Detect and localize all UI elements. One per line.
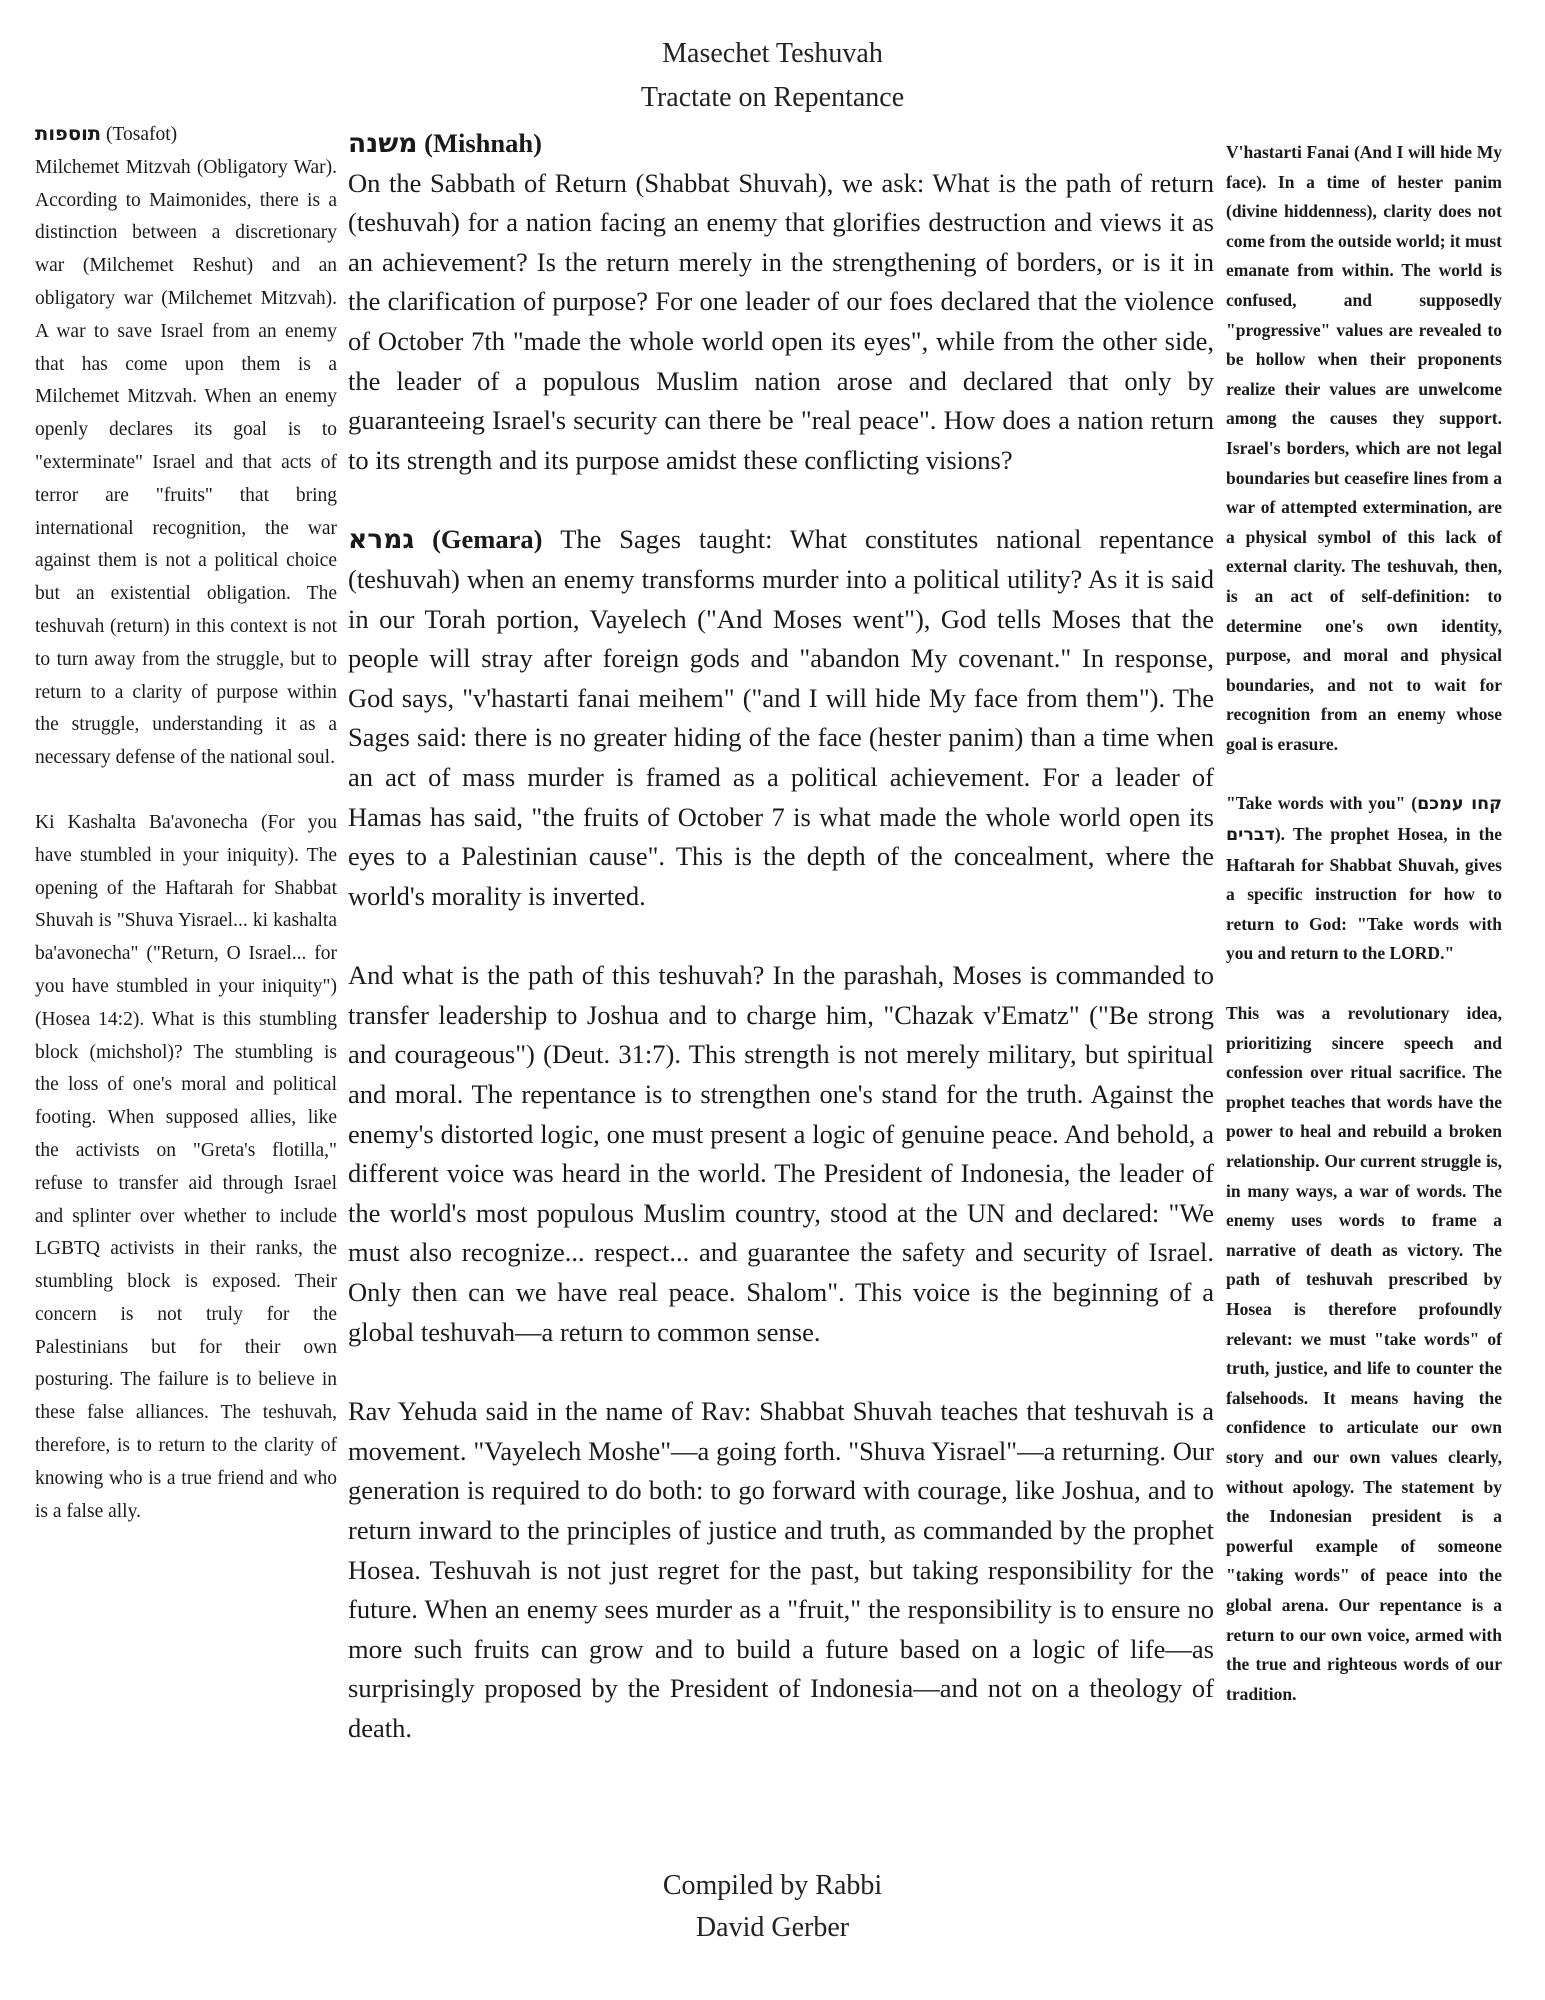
page-footer [0,1865,1545,1949]
commentary-paragraph-2-start: "Take words with you" ( [1226,793,1418,814]
commentary-paragraph-1: V'hastarti Fanai (And I will hide My face). In a time of hester panim (divine hiddenness), clarity does not come from the outside world; it must emanate from within. The world is confused, and supposedly "progressive" values are revealed to be hollow when their proponents realize their values are unwelcome among the causes they support. Israel's borders, which are not legal boundaries but ceasefire lines from a war of attempted extermination, are a physical symbol of this lack of external clarity. The teshuvah, then, is an act of self-definition: to determine one's own identity, purpose, and moral and physical boundaries, and not to wait for recognition from an enemy whose goal is erasure. [1226,142,1502,754]
footer-line-1: Compiled by Rabbi [662,1870,883,1901]
mishnah-text: On the Sabbath of Return (Shabbat Shuvah), we ask: What is the path of return (teshuvah) for a nation facing an enemy that glorifies destruction and views it as an achievement? Is the return merely in the strengthening of borders, or is it in the clarification of purpose? For one leader of our foes declared that the violence of October 7th "made the whole world open its eyes", while from the other side, the leader of a populous Muslim nation arose and declared that only by guaranteeing Israel's security can there be "real peace". How does a nation return to its strength and its purpose amidst these conflicting visions? [348,167,1214,475]
commentary-paragraph-2 [1226,789,1502,969]
gemara-section [348,520,1214,916]
tosafot-hebrew-label: תוספות [35,122,102,145]
gemara-label: (Gemara) [432,524,543,555]
tosafot-heading [35,118,337,152]
main-column [348,124,1214,1749]
main-paragraph-4: Rav Yehuda said in the name of Rav: Shabbat Shuvah teaches that teshuvah is a movement. "Vayelech Moshe"—a going forth. "Shuva Yisrael"—a returning. Our generation is required to do both: to go forward with courage, like Joshua, and to return inward to the principles of justice and truth, as commanded by the prophet Hosea. Teshuvah is not just regret for the past, but taking responsibility for the future. When an enemy sees murder as a "fruit," the responsibility is to ensure no more such fruits can grow and to build a future based on a logic of life—as surprisingly proposed by the President of Indonesia—and not on a theology of death. [348,1396,1214,1743]
tosafot-paragraph-2: Ki Kashalta Ba'avonecha (For you have stumbled in your iniquity). The opening of the Haftarah for Shabbat Shuvah is "Shuva Yisrael... ki kashalta ba'avonecha" ("Return, O Israel... for you have stumbled in your iniquity") (Hosea 14:2). What is this stumbling block (michshol)? The stumbling is the loss of one's moral and political footing. When supposed allies, like the activists on "Greta's flotilla," refuse to transfer aid through Israel and splinter over whether to include LGBTQ activists in their ranks, the stumbling block is exposed. Their concern is not truly for the Palestinians but for their own posturing. The failure is to believe in these false alliances. The teshuvah, therefore, is to return to the clarity of knowing who is a true friend and who is a false ally. [35,811,337,1522]
page-header [0,32,1545,120]
mishnah-hebrew-label: משנה [348,128,418,159]
tosafot-label: (Tosafot) [105,124,178,145]
commentary-paragraph-3: This was a revolutionary idea, prioritizing sincere speech and confession over ritual sacrifice. The prophet teaches that words have the power to heal and rebuild a broken relationship. Our current struggle is, in many ways, a war of words. The enemy uses words to frame a narrative of death as victory. The path of teshuvah prescribed by Hosea is therefore profoundly relevant: we must "take words" of truth, justice, and life to counter the falsehoods. It means having the confidence to articulate our own story and our own values clearly, without apology. The statement by the Indonesian president is a powerful example of someone "taking words" of peace into the global arena. Our repentance is a return to our own voice, armed with the true and righteous words of our tradition. [1226,1003,1502,1704]
page-title: Masechet Teshuvah [662,38,883,69]
main-paragraph-3: And what is the path of this teshuvah? In the parashah, Moses is commanded to transfer leadership to Joshua and to charge him, "Chazak v'Ematz" ("Be strong and courageous") (Deut. 31:7). This strength is not merely military, but spiritual and moral. The repentance is to strengthen one's stand for the truth. Against the enemy's distorted logic, one must present a logic of genuine peace. And behold, a different voice was heard in the world. The President of Indonesia, the leader of the world's most populous Muslim country, stood at the UN and declared: "We must also recognize... respect... and guarantee the safety and security of Israel. Only then can we have real peace. Shalom". This voice is the beginning of a global teshuvah—a return to common sense. [348,960,1214,1347]
gemara-hebrew-label: גמרא [348,524,415,556]
tosafot-column [35,118,337,1528]
tosafot-paragraph-1: Milchemet Mitzvah (Obligatory War). According to Maimonides, there is a distinction between a discretionary war (Milchemet Reshut) and an obligatory war (Milchemet Mitzvah). A war to save Israel from an enemy that has come upon them is a Milchemet Mitzvah. When an enemy openly declares its goal is to "exterminate" Israel and that acts of terror are "fruits" that bring international recognition, the war against them is not a political choice but an existential obligation. The teshuvah (return) in this context is not to turn away from the struggle, but to return to a clarity of purpose within the struggle, understanding it as a necessary defense of the national soul. [35,156,337,769]
mishnah-section [348,124,1214,480]
mishnah-label: (Mishnah) [424,128,542,158]
page-subtitle: Tractate on Repentance [640,82,905,113]
footer-line-2: David Gerber [695,1912,850,1943]
commentary-hebrew-quote: קחו עמכם דברים [1226,794,1502,846]
commentary-column [1226,138,1502,1709]
commentary-paragraph-2-rest: ). The prophet Hosea, in the Haftarah for Shabbat Shuvah, gives a specific instruction for how to return to God: "Take words with you and return to the LORD." [1226,824,1502,964]
gemara-text: The Sages taught: What constitutes national repentance (teshuvah) when an enemy transforms murder into a political utility? As it is said in our Torah portion, Vayelech ("And Moses went"), God tells Moses that the people will stray after foreign gods and "abandon My covenant." In response, God says, "v'hastarti fanai meihem" ("and I will hide My face from them"). The Sages said: there is no greater hiding of the face (hester panim) than a time when an act of mass murder is framed as a political achievement. For a leader of Hamas has said, "the fruits of October 7 is what made the whole world open its eyes to a Palestinian cause". This is the depth of the concealment, where the world's morality is inverted. [348,524,1214,911]
